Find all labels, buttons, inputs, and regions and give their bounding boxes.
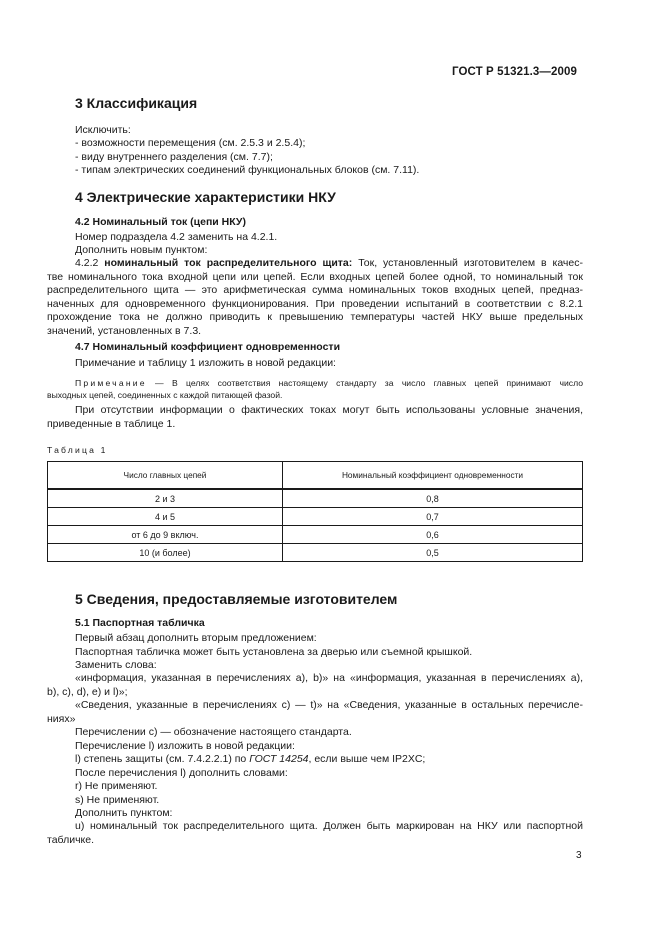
definition-term: номинальный ток распределительного щита: — [104, 257, 353, 269]
item-u: u) номинальный ток распределительного щита. Должен быть маркирован на НКУ или паспортной табличке. — [47, 820, 583, 846]
table-header-row — [48, 462, 583, 490]
table-cell: 2 и 3 — [48, 489, 283, 508]
subsection-5-1-intro: Первый абзац дополнить вторым предложением: Паспортная табличка может быть установлена за дверью или съемной крышкой. Заменить слова: — [75, 632, 473, 671]
item-r: r) Не применяют. — [75, 780, 158, 792]
table-caption: Таблица 1 — [47, 445, 108, 455]
subsection-4-7-line1: Примечание и таблицу 1 изложить в новой редакции: — [75, 357, 336, 369]
list-item: - возможности перемещения (см. 2.5.3 и 2.5.4); — [75, 137, 306, 149]
table-cell: 0,7 — [283, 508, 583, 526]
note-label: Примечание — [75, 378, 147, 388]
document-header-id: ГОСТ Р 51321.3—2009 — [452, 66, 577, 78]
section-3-intro: Исключить: — [75, 124, 131, 136]
replacement-2: «Сведения, указанные в перечислениях с) — t)» на «Сведения, указанные в остальных перечисле- ниях» — [47, 699, 583, 725]
column-header: Номинальный коэффициент одновременности — [283, 462, 583, 490]
table-cell: 4 и 5 — [48, 508, 283, 526]
table-row — [48, 508, 583, 526]
page-number: 3 — [576, 850, 582, 861]
definition-line: прохождение тока не должно приводить к превышению температуры частей НКУ выше предельных — [47, 311, 583, 323]
list-item: - типам электрических соединений функциональных блоков (см. 7.11). — [75, 164, 420, 176]
table-row — [48, 526, 583, 544]
column-header: Число главных цепей — [48, 462, 283, 490]
standard-reference: ГОСТ 14254 — [249, 753, 309, 765]
definition-line: распределительного щита — это арифметическая сумма номинальных токов входных цепей, предназ- — [47, 284, 583, 296]
coefficient-table — [47, 461, 583, 562]
table-row — [48, 544, 583, 562]
section-3-title: 3 Классификация — [75, 95, 198, 111]
table-cell: 0,6 — [283, 526, 583, 544]
subsection-4-2-line1: Номер подраздела 4.2 заменить на 4.2.1. — [75, 231, 278, 243]
paragraph-conditional-values: При отсутствии информации о фактических токах могут быть использованы условные значения, приведенные в таблице 1. — [47, 404, 583, 430]
item-s: s) Не применяют. — [75, 793, 160, 806]
table-cell: от 6 до 9 включ. — [48, 526, 283, 544]
subsection-4-2-line2: Дополнить новым пунктом: — [75, 244, 208, 256]
definition-line: значений, установленных в 7.3. — [47, 324, 202, 337]
definition-line: 4.2.2 номинальный ток распределительного щита: Ток, установленный изготовителем в качес- — [75, 257, 583, 269]
note: Примечание — В целях соответствия настоящему стандарту за число главных цепей принимают число выходных цепей, соединенных с каждой питающей фазой. — [47, 378, 583, 400]
table-cell: 10 (и более) — [48, 544, 283, 562]
table-cell: 0,5 — [283, 544, 583, 562]
list-item: - виду внутреннего разделения (см. 7.7); — [75, 150, 273, 163]
table-row — [48, 489, 583, 508]
definition-4-2-2 — [47, 257, 583, 338]
subsection-5-1-rest: Перечислении с) — обозначение настоящего стандарта. Перечисление l) изложить в новой редакции: l) степень защиты (см. 7.4.2.2.1) по ГОСТ 14254, если выше чем IP2XC; После перечисления l) дополнить словами: r) Не применяют. s) Не применяют. Дополнить пунктом: — [75, 726, 426, 819]
definition-line: тве номинального тока входной цепи или цепей. Если входных цепей более одной, то номинальный ток — [47, 270, 583, 283]
section-3-list — [75, 137, 419, 178]
replacement-1: «информация, указанная в перечислениях а), b)» на «информация, указанная в перечислениях а), b), с), d), е) и l)»; — [47, 672, 583, 698]
item-l: l) степень защиты (см. 7.4.2.2.1) по ГОСТ 14254, если выше чем IP2XC; — [75, 753, 426, 765]
section-5-title: 5 Сведения, предоставляемые изготовителем — [75, 591, 398, 607]
subsection-4-7-title: 4.7 Номинальный коэффициент одновременности — [75, 341, 341, 353]
definition-number: 4.2.2 — [75, 257, 105, 269]
definition-line: наченных для одновременного функционирования. При проведении испытаний в соответствии с 8.2.1 — [47, 297, 583, 310]
table-cell: 0,8 — [283, 489, 583, 508]
section-4-title: 4 Электрические характеристики НКУ — [75, 189, 336, 205]
subsection-4-2-title: 4.2 Номинальный ток (цепи НКУ) — [75, 216, 246, 228]
subsection-5-1-title: 5.1 Паспортная табличка — [75, 617, 205, 629]
